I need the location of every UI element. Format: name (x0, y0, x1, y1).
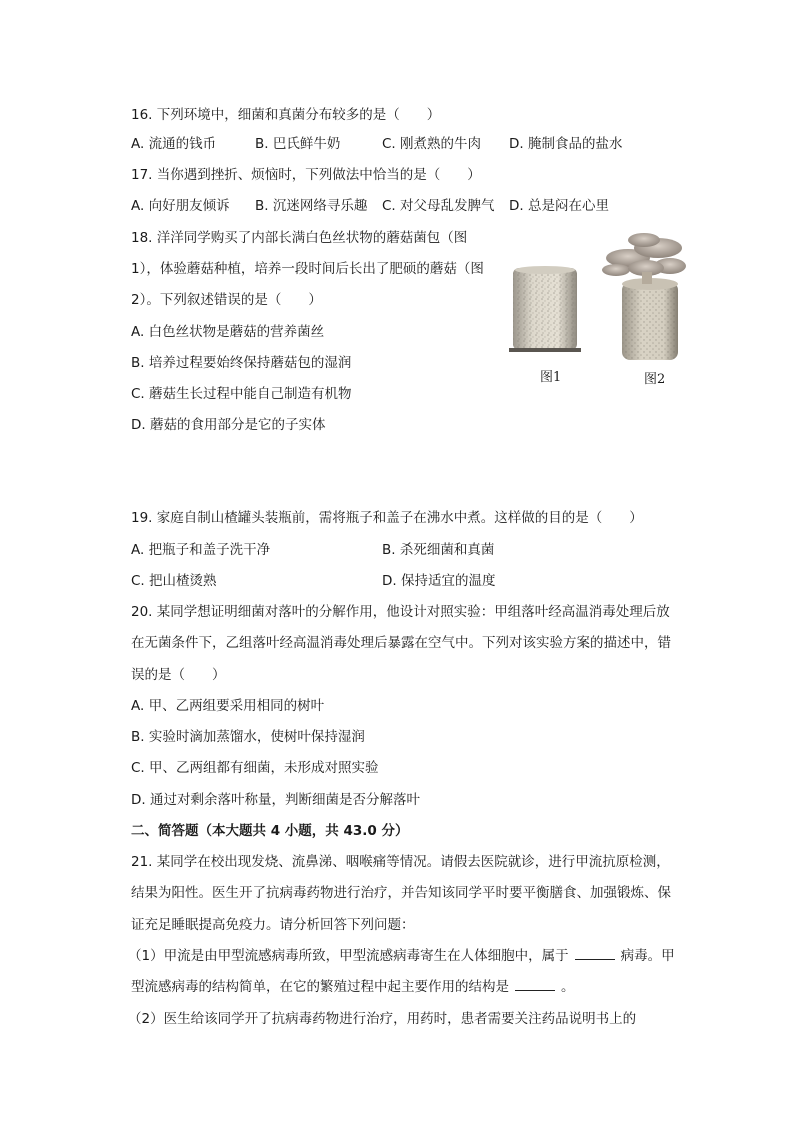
q21-part-1-text-c: 型流感病毒的结构简单，在它的繁殖过程中起主要作用的结构是 (131, 979, 509, 995)
q20-option-a: A. 甲、乙两组要采用相同的树叶 (131, 698, 325, 714)
q21-stem-line-3: 证充足睡眠提高免疫力。请分析回答下列问题： (131, 917, 415, 933)
q18-option-c: C. 蘑菇生长过程中能自己制造有机物 (131, 386, 352, 402)
q18-option-a: A. 白色丝状物是蘑菇的营养菌丝 (131, 324, 325, 340)
section-2-title: 二、简答题（本大题共 4 小题，共 43.0 分） (131, 823, 409, 839)
q21-part-1-blank-2[interactable] (515, 978, 555, 991)
q17-option-a: A. 向好朋友倾诉 (131, 198, 230, 214)
q18-option-d: D. 蘑菇的食用部分是它的子实体 (131, 417, 326, 433)
q21-part-1-line-2 (131, 978, 575, 996)
q20-stem-line-2: 在无菌条件下，乙组落叶经高温消毒处理后暴露在空气中。下列对该实验方案的描述中，错 (131, 635, 671, 651)
q21-stem-line-2: 结果为阳性。医生开了抗病毒药物进行治疗，并告知该同学平时要平衡膳食、加强锻炼、保 (131, 885, 671, 901)
q16-option-b: B. 巴氏鲜牛奶 (255, 136, 341, 152)
q19-stem: 19. 家庭自制山楂罐头装瓶前，需将瓶子和盖子在沸水中煮。这样做的目的是（ ） (131, 510, 643, 526)
q17-option-b: B. 沉迷网络寻乐趣 (255, 198, 368, 214)
q20-stem-line-3: 误的是（ ） (131, 667, 226, 683)
q17-option-c: C. 对父母乱发脾气 (382, 198, 495, 214)
q16-option-a: A. 流通的钱币 (131, 136, 217, 152)
q19-option-c: C. 把山楂烫熟 (131, 573, 217, 589)
q21-stem-line-1: 21. 某同学在校出现发烧、流鼻涕、咽喉痛等情况。请假去医院就诊，进行甲流抗原检测， (131, 854, 670, 870)
q21-part-1-line-1 (128, 947, 675, 965)
q17-option-d: D. 总是闷在心里 (509, 198, 609, 214)
figure-1-caption: 图1 (540, 370, 562, 385)
q16-option-c: C. 刚煮熟的牛肉 (382, 136, 482, 152)
q21-part-2-line: （2）医生给该同学开了抗病毒药物进行治疗，用药时，患者需要关注药品说明书上的 (128, 1011, 637, 1027)
q20-stem-line-1: 20. 某同学想证明细菌对落叶的分解作用，他设计对照实验：甲组落叶经高温消毒处理后放 (131, 604, 670, 620)
q18-stem-line-1: 18. 洋洋同学购买了内部长满白色丝状物的蘑菇菌包（图 (131, 230, 468, 246)
figure-2-mushroom-fruiting (598, 228, 690, 364)
q19-option-a: A. 把瓶子和盖子洗干净 (131, 542, 271, 558)
q16-stem: 16. 下列环境中，细菌和真菌分布较多的是（ ） (131, 107, 441, 123)
q21-part-1-blank-1[interactable] (575, 947, 615, 960)
figure-1-mushroom-bag (505, 262, 585, 358)
q19-option-b: B. 杀死细菌和真菌 (382, 542, 495, 558)
q20-option-b: B. 实验时滴加蒸馏水，使树叶保持湿润 (131, 729, 365, 745)
q20-option-c: C. 甲、乙两组都有细菌，未形成对照实验 (131, 760, 379, 776)
q17-stem: 17. 当你遇到挫折、烦恼时，下列做法中恰当的是（ ） (131, 167, 481, 183)
q21-part-1-text-d: 。 (561, 979, 575, 995)
figure-2-caption: 图2 (644, 372, 666, 387)
q16-option-d: D. 腌制食品的盐水 (509, 136, 623, 152)
q18-option-b: B. 培养过程要始终保持蘑菇包的湿润 (131, 355, 352, 371)
q18-stem-line-2: 1），体验蘑菇种植，培养一段时间后长出了肥硕的蘑菇（图 (131, 261, 484, 277)
q21-part-1-text-b: 病毒。甲 (620, 948, 675, 964)
q19-option-d: D. 保持适宜的温度 (382, 573, 496, 589)
q20-option-d: D. 通过对剩余落叶称量，判断细菌是否分解落叶 (131, 792, 420, 808)
q18-stem-line-3: 2）。下列叙述错误的是（ ） (131, 292, 322, 308)
q21-part-1-text-a: （1）甲流是由甲型流感病毒所致，甲型流感病毒寄生在人体细胞中，属于 (128, 948, 569, 964)
